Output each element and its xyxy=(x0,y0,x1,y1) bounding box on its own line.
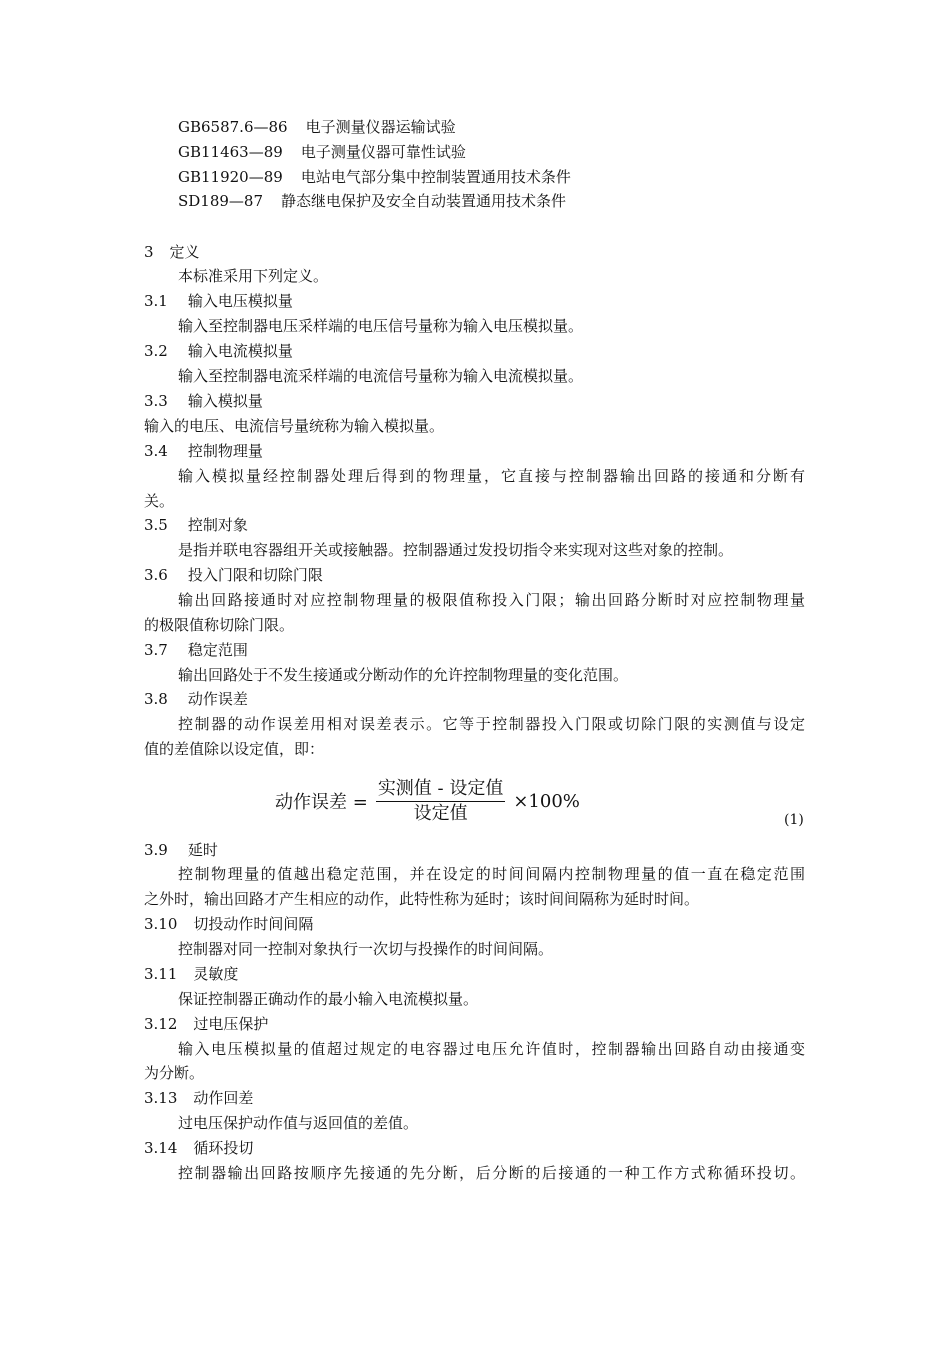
definition-text: 输入模拟量经控制器处理后得到的物理量，它直接与控制器输出回路的接通和分断有 xyxy=(178,467,805,485)
definition-text: 值的差值除以设定值，即： xyxy=(144,740,325,758)
definition-number: 3.12 xyxy=(144,1015,178,1033)
reference-item xyxy=(178,167,571,187)
definition-number: 3.7 xyxy=(144,641,168,659)
definition-text: 输入电压模拟量的值超过规定的电容器过电压允许值时，控制器输出回路自动由接通变 xyxy=(178,1040,805,1058)
definition-term: 输入电流模拟量 xyxy=(187,342,293,360)
definition-term: 输入电压模拟量 xyxy=(187,292,293,310)
definition-term: 动作误差 xyxy=(187,690,248,708)
definition-term: 灵敏度 xyxy=(193,965,239,983)
definition-number: 3.11 xyxy=(144,965,178,983)
definition-heading xyxy=(144,689,248,709)
definition-number: 3.4 xyxy=(144,442,168,460)
definition-term: 循环投切 xyxy=(193,1139,254,1157)
definition-text: 是指并联电容器组开关或接触器。控制器通过发投切指令来实现对这些对象的控制。 xyxy=(178,541,734,559)
definition-heading xyxy=(144,1138,253,1158)
definition-number: 3.10 xyxy=(144,915,178,933)
reference-title: 电子测量仪器可靠性试验 xyxy=(300,143,466,161)
definition-term: 动作回差 xyxy=(193,1089,254,1107)
definition-number: 3.9 xyxy=(144,841,168,859)
definition-number: 3.1 xyxy=(144,292,168,310)
definition-heading xyxy=(144,914,313,934)
definition-heading xyxy=(144,1014,268,1034)
formula-fraction xyxy=(376,779,506,824)
definition-number: 3.3 xyxy=(144,392,168,410)
definition-heading xyxy=(144,391,263,411)
reference-item xyxy=(178,142,466,162)
definition-heading xyxy=(144,964,238,984)
reference-title: 静态继电保护及安全自动装置通用技术条件 xyxy=(281,192,567,210)
definition-text: 输出回路处于不发生接通或分断动作的允许控制物理量的变化范围。 xyxy=(178,666,629,684)
definition-term: 投入门限和切除门限 xyxy=(187,566,323,584)
reference-code: GB11920—89 xyxy=(178,168,283,186)
definition-number: 3.8 xyxy=(144,690,168,708)
equation-number: (1) xyxy=(784,812,804,828)
definition-text: 输入的电压、电流信号量统称为输入模拟量。 xyxy=(144,417,445,435)
definition-text: 过电压保护动作值与返回值的差值。 xyxy=(178,1114,419,1132)
definition-text: 输入至控制器电压采样端的电压信号量称为输入电压模拟量。 xyxy=(178,317,584,335)
reference-code: GB11463—89 xyxy=(178,143,283,161)
reference-code: SD189—87 xyxy=(178,192,264,210)
definition-heading xyxy=(144,291,293,311)
definition-number: 3.6 xyxy=(144,566,168,584)
definition-text: 控制器输出回路按顺序先接通的先分断，后分断的后接通的一种工作方式称循环投切。 xyxy=(178,1164,805,1182)
definition-text: 输出回路接通时对应控制物理量的极限值称投入门限；输出回路分断时对应控制物理量 xyxy=(178,591,805,609)
formula-factor: ×100% xyxy=(513,790,580,812)
section-intro: 本标准采用下列定义。 xyxy=(178,267,329,285)
definition-term: 过电压保护 xyxy=(193,1015,269,1033)
definition-number: 3.13 xyxy=(144,1089,178,1107)
definition-text: 的极限值称切除门限。 xyxy=(144,616,295,634)
definition-number: 3.2 xyxy=(144,342,168,360)
definition-term: 控制物理量 xyxy=(187,442,263,460)
definition-text: 控制物理量的值越出稳定范围，并在设定的时间间隔内控制物理量的值一直在稳定范围 xyxy=(178,865,805,883)
definition-term: 延时 xyxy=(187,841,218,859)
formula xyxy=(275,778,580,824)
definition-heading xyxy=(144,565,323,585)
definition-heading xyxy=(144,441,263,461)
definition-number: 3.5 xyxy=(144,516,168,534)
definition-heading xyxy=(144,1088,253,1108)
definition-heading xyxy=(144,341,293,361)
formula-denominator: 设定值 xyxy=(413,802,468,824)
definition-text: 关。 xyxy=(144,492,175,510)
definition-text: 保证控制器正确动作的最小输入电流模拟量。 xyxy=(178,990,479,1008)
reference-title: 电站电气部分集中控制装置通用技术条件 xyxy=(300,168,571,186)
definition-term: 稳定范围 xyxy=(187,641,248,659)
section-number: 3 xyxy=(144,243,154,261)
definition-text: 为分断。 xyxy=(144,1064,205,1082)
formula-numerator: 实测值 - 设定值 xyxy=(376,779,506,802)
definition-text: 输入至控制器电流采样端的电流信号量称为输入电流模拟量。 xyxy=(178,367,584,385)
definition-term: 输入模拟量 xyxy=(187,392,263,410)
reference-code: GB6587.6—86 xyxy=(178,118,288,136)
definition-text: 控制器对同一控制对象执行一次切与投操作的时间间隔。 xyxy=(178,940,554,958)
definition-heading xyxy=(144,640,248,660)
section-heading xyxy=(144,242,200,262)
definition-number: 3.14 xyxy=(144,1139,178,1157)
formula-lhs: 动作误差 = xyxy=(275,792,368,813)
reference-title: 电子测量仪器运输试验 xyxy=(305,118,456,136)
definition-term: 切投动作时间间隔 xyxy=(193,915,314,933)
definition-heading xyxy=(144,515,248,535)
definition-text: 之外时，输出回路才产生相应的动作，此特性称为延时；该时间间隔称为延时时间。 xyxy=(144,890,700,908)
definition-heading xyxy=(144,840,218,860)
definition-text: 控制器的动作误差用相对误差表示。它等于控制器投入门限或切除门限的实测值与设定 xyxy=(178,715,805,733)
section-title: 定义 xyxy=(169,243,200,261)
reference-item xyxy=(178,117,456,137)
definition-term: 控制对象 xyxy=(187,516,248,534)
reference-item xyxy=(178,191,566,211)
